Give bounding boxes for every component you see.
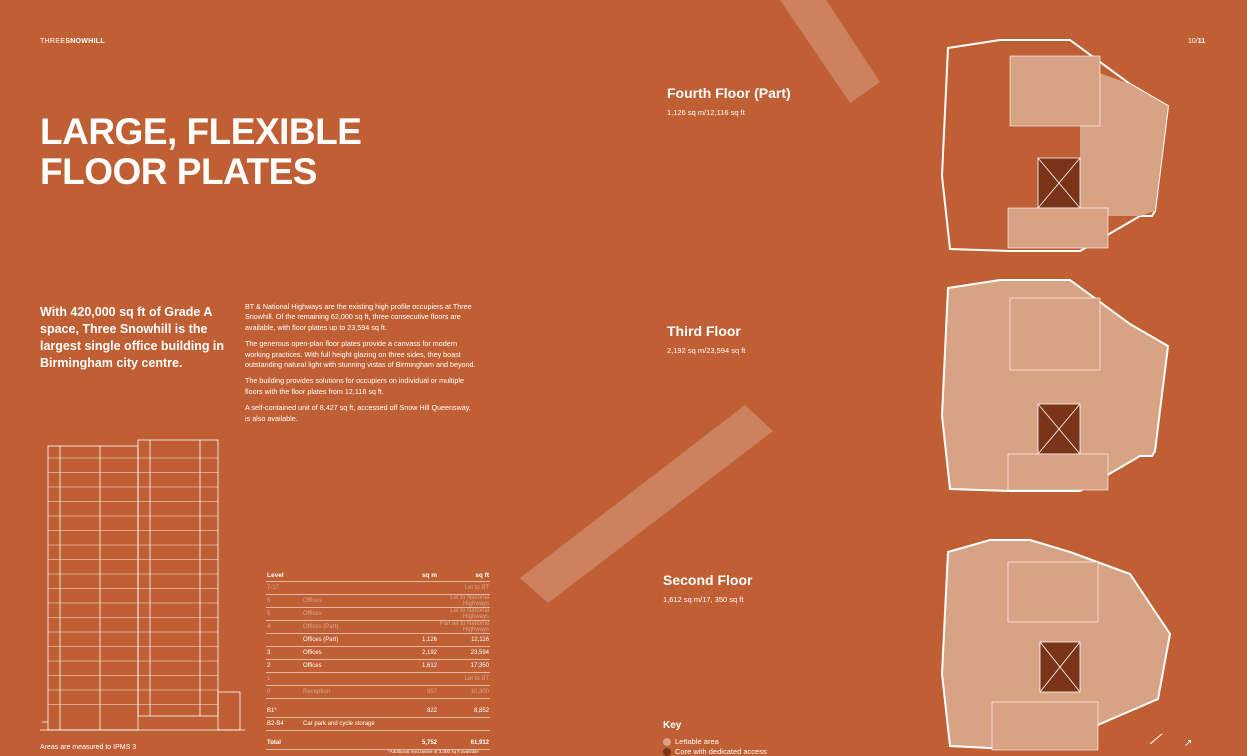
table-cell-sqm: 1,126	[398, 634, 438, 647]
table-cell-level: 1	[266, 673, 302, 686]
levels-table-wrap	[266, 569, 490, 750]
body-paragraph: BT & National Highways are the existing high profile occupiers at Three Snowhill. Of the remaining 62,000 sq ft, three consecutive floors are available, with floor plates up to 23,594 sq ft.	[245, 302, 472, 332]
table-cell-sqft: 12,116	[438, 634, 490, 647]
brand-logo: THREESNOWHILL	[40, 38, 105, 45]
table-cell-level: B1*	[266, 705, 302, 718]
floor-size: 1,126 sq m/12,116 sq ft	[667, 108, 745, 117]
table-row	[266, 647, 490, 660]
key-item-core: Core with dedicated access	[663, 747, 767, 756]
table-cell-sqm: 957	[398, 686, 438, 699]
floor-title: Fourth Floor (Part)	[667, 85, 791, 101]
table-row	[266, 718, 490, 731]
table-cell-sqm: 1,612	[398, 660, 438, 673]
floor-label-fourth	[667, 85, 791, 117]
table-header-row	[266, 569, 490, 582]
table-cell-sqm: 5,752	[398, 737, 438, 750]
table-cell-sqft: Let to BT	[438, 673, 490, 686]
floor-label-third	[667, 323, 745, 355]
table-cell-sqm	[398, 595, 438, 608]
floor-size: 1,612 sq m/17, 350 sq ft	[663, 595, 744, 604]
table-cell-level: 3	[266, 647, 302, 660]
table-cell-level: 2	[266, 660, 302, 673]
table-cell-use	[302, 582, 398, 595]
levels-table	[266, 569, 490, 750]
floor-title: Third Floor	[667, 323, 741, 339]
table-cell-level: 7-17	[266, 582, 302, 595]
table-cell-sqft: Let to BT	[438, 582, 490, 595]
table-cell-sqft: 17,350	[438, 660, 490, 673]
table-cell-use: Car park and cycle storage	[302, 718, 398, 731]
page-title: LARGE, FLEXIBLE FLOOR PLATES	[40, 111, 362, 192]
table-footnote: *Additional mezzanine of 3,000 sq ft available	[388, 749, 479, 754]
key-title: Key	[663, 720, 682, 731]
body-paragraph: A self-contained unit of 8,427 sq ft, accessed off Snow Hill Queensway, is also available.	[245, 403, 471, 423]
body-paragraph: The generous open-plan floor plates provide a canvass for modern working practices. With full height glazing on three sides, they boast outstanding natural light with stunning vistas of Birmingham and beyond.	[245, 339, 476, 370]
table-cell-level	[266, 634, 302, 647]
table-row	[266, 595, 490, 608]
table-cell-sqm	[398, 718, 438, 731]
table-cell-use	[302, 737, 398, 750]
core-swatch-icon	[663, 748, 671, 756]
floor-label-second	[663, 572, 752, 604]
floor-plan-fourth	[930, 36, 1180, 262]
lettable-swatch-icon	[663, 738, 671, 746]
table-cell-level: Total	[266, 737, 302, 750]
page-number: 10/11	[1188, 38, 1206, 45]
table-row	[266, 608, 490, 621]
table-cell-use: Reception	[302, 686, 398, 699]
table-cell-level: 4	[266, 621, 302, 634]
table-row	[266, 660, 490, 673]
table-cell-level: 6	[266, 595, 302, 608]
north-arrow-icon: ↗	[1184, 738, 1193, 749]
table-row	[266, 634, 490, 647]
table-cell-use: Offices	[302, 660, 398, 673]
table-cell-use: Offices	[302, 595, 398, 608]
table-row	[266, 737, 490, 750]
table-cell-sqft: 10,300	[438, 686, 490, 699]
table-cell-sqm	[398, 582, 438, 595]
table-cell-sqft: 8,852	[438, 705, 490, 718]
table-row	[266, 582, 490, 595]
table-cell-level: B2-B4	[266, 718, 302, 731]
table-row	[266, 686, 490, 699]
table-cell-sqm	[398, 673, 438, 686]
floor-size: 2,192 sq m/23,594 sq ft	[667, 346, 746, 355]
table-cell-use: Offices (Part)	[302, 621, 398, 634]
table-cell-sqm: 2,192	[398, 647, 438, 660]
table-cell-sqft: 61,912	[438, 737, 490, 750]
table-row	[266, 621, 490, 634]
table-cell-level: 5	[266, 608, 302, 621]
table-cell-sqm	[398, 608, 438, 621]
table-cell-sqft: Let to National Highways	[438, 595, 490, 608]
table-cell-sqft	[438, 718, 490, 731]
footer-note: Areas are measured to IPMS 3	[40, 744, 137, 751]
table-cell-use	[302, 705, 398, 718]
floor-plan-third	[930, 276, 1180, 502]
table-row	[266, 673, 490, 686]
table-header-sqft: sq ft	[438, 569, 490, 582]
table-cell-use: Offices	[302, 608, 398, 621]
table-cell-sqm	[398, 621, 438, 634]
body-text	[245, 302, 477, 430]
table-header-level: Level	[266, 569, 302, 582]
building-elevation-drawing	[40, 436, 250, 738]
table-cell-sqft: 23,594	[438, 647, 490, 660]
body-paragraph: The building provides solutions for occupiers on individual or multiple floors with the floor plates from 12,116 sq ft.	[245, 376, 464, 396]
table-header-sqm: sq m	[398, 569, 438, 582]
table-cell-sqft: Let to National Highways	[438, 608, 490, 621]
lead-paragraph: With 420,000 sq ft of Grade A space, Three Snowhill is the largest single office building in Birmingham city centre.	[40, 305, 225, 370]
floor-plan-second	[930, 534, 1180, 756]
table-cell-use: Offices	[302, 647, 398, 660]
table-cell-use	[302, 673, 398, 686]
table-cell-sqft: Part let to National Highways	[439, 621, 489, 633]
table-cell-use: Offices (Part)	[302, 634, 398, 647]
floor-title: Second Floor	[663, 572, 753, 588]
table-row	[266, 705, 490, 718]
key-item-lettable: Lettable area	[663, 737, 719, 746]
table-cell-level: 0	[266, 686, 302, 699]
table-cell-sqm: 822	[398, 705, 438, 718]
